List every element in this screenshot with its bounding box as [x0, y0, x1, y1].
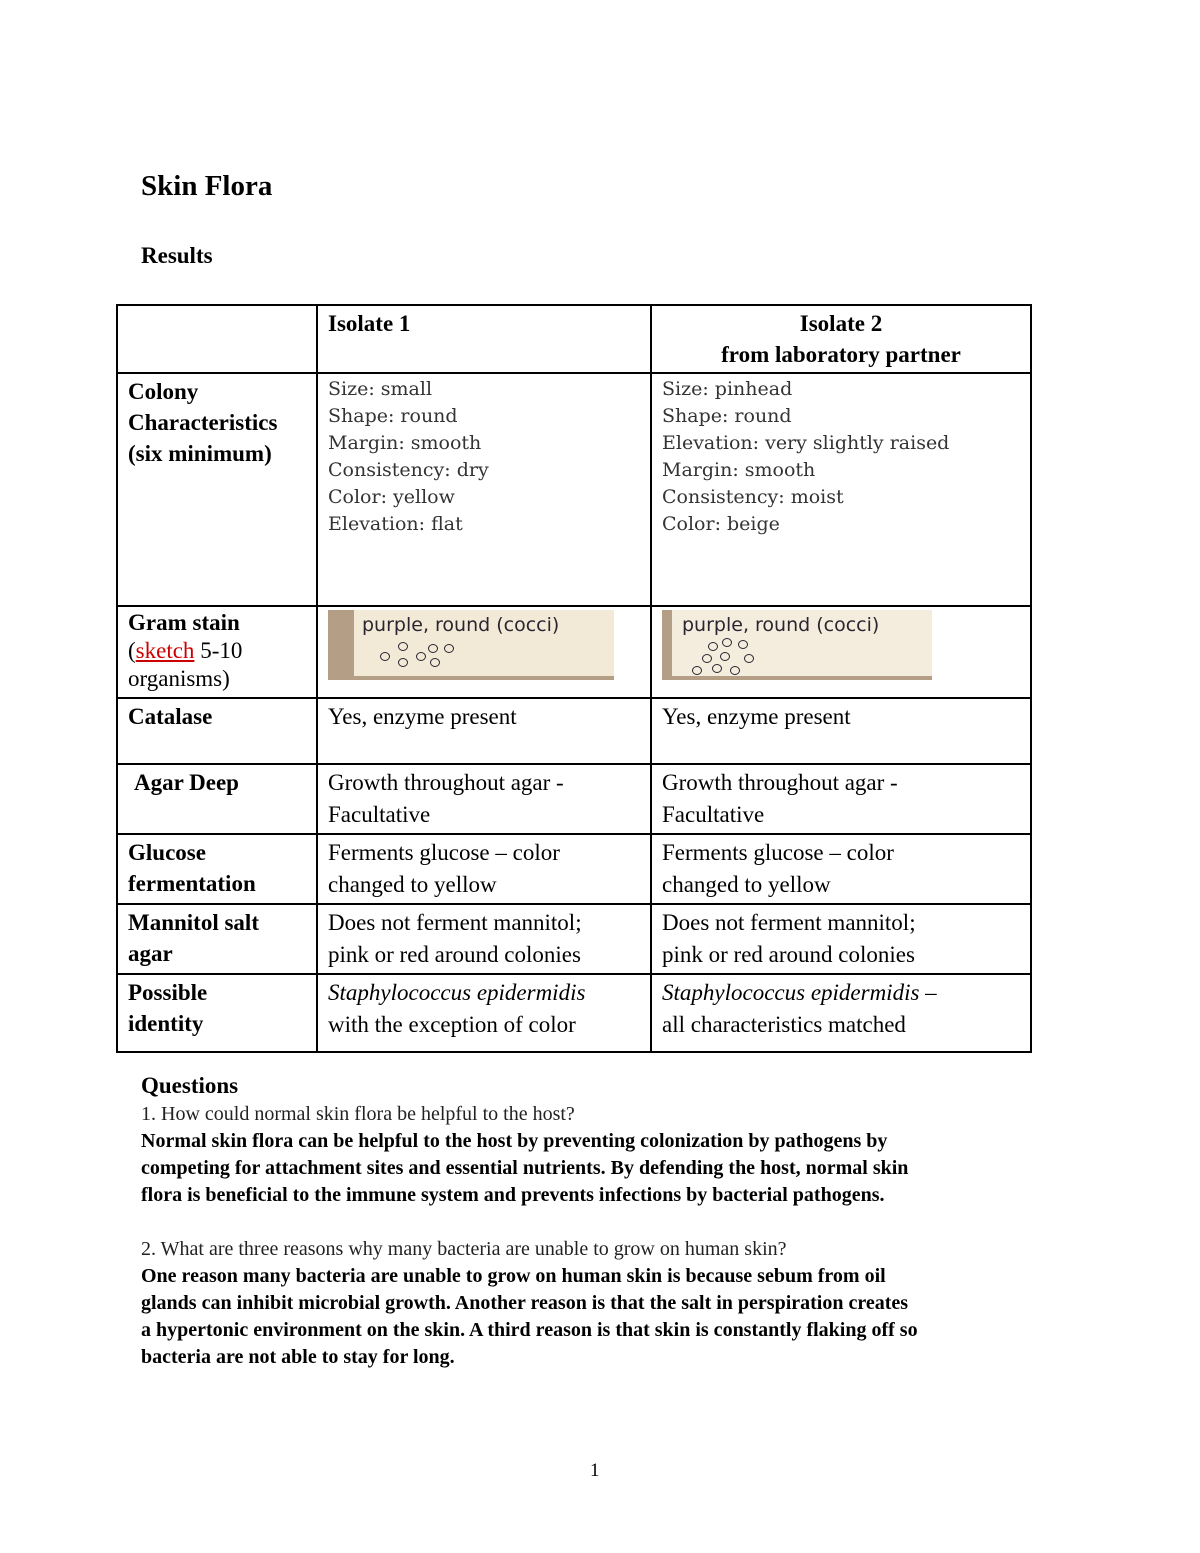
row-label-text: fermentation — [128, 871, 256, 896]
sketch-caption: purple, round (cocci) — [682, 614, 880, 636]
cell-line: Ferments glucose – color — [662, 840, 894, 865]
row-label-identity — [117, 974, 317, 1052]
colony-trait: Consistency: dry — [328, 459, 489, 481]
paren: ( — [128, 638, 136, 663]
row-label-gram — [117, 606, 317, 698]
row-label-glucose — [117, 834, 317, 904]
colony-trait: Color: beige — [662, 513, 780, 535]
answer-2-line: bacteria are not able to stay for long. — [141, 1346, 455, 1368]
identity-isolate-1 — [317, 974, 651, 1052]
species-name: Staphylococcus epidermidis — [662, 980, 920, 1005]
agar-isolate-1 — [317, 764, 651, 834]
catalase-isolate-2: Yes, enzyme present — [651, 698, 1031, 764]
coccus-dot — [430, 658, 440, 667]
answer-2-line: One reason many bacteria are unable to grow on human skin is because sebum from oil — [141, 1265, 886, 1287]
table-row-catalase — [117, 698, 1031, 764]
row-label-text: Colony — [128, 379, 199, 404]
question-1: 1. How could normal skin flora be helpful to the host? — [141, 1103, 575, 1125]
cell-line: pink or red around colonies — [328, 942, 581, 967]
coccus-dot — [380, 652, 390, 661]
cell-line: Ferments glucose – color — [328, 840, 560, 865]
cell-line: Facultative — [328, 802, 431, 827]
row-label-agar-deep: Agar Deep — [117, 764, 317, 834]
row-label-text: (six minimum) — [128, 441, 272, 466]
coccus-dot — [702, 654, 712, 663]
cell-line: all characteristics matched — [662, 1012, 906, 1037]
gram-stain-sketch-2 — [662, 610, 932, 680]
cell-line: Facultative — [662, 802, 765, 827]
row-label-text: organisms) — [128, 666, 230, 691]
colony-isolate-1 — [317, 373, 651, 606]
colony-trait: Shape: round — [662, 405, 792, 427]
cell-line: Growth throughout agar - — [328, 770, 564, 795]
coccus-dot — [712, 664, 722, 673]
colony-isolate-2 — [651, 373, 1031, 606]
coccus-dot — [708, 642, 718, 651]
agar-isolate-2 — [651, 764, 1031, 834]
sketch-caption: purple, round (cocci) — [362, 614, 560, 636]
coccus-dot — [720, 652, 730, 661]
table-row-glucose — [117, 834, 1031, 904]
colony-trait: Size: pinhead — [662, 378, 793, 400]
answer-1-line: flora is beneficial to the immune system and prevents infections by bacterial pathogens. — [141, 1184, 885, 1206]
gram-isolate-2 — [651, 606, 1031, 698]
row-label-text: Mannitol salt — [128, 910, 259, 935]
header-empty-cell — [117, 305, 317, 373]
cell-line: pink or red around colonies — [662, 942, 915, 967]
colony-trait: Color: yellow — [328, 486, 455, 508]
table-row-colony — [117, 373, 1031, 606]
cell-line: Does not ferment mannitol; — [662, 910, 916, 935]
row-label-text: Characteristics — [128, 410, 278, 435]
coccus-dot — [722, 638, 732, 647]
answer-1-line: competing for attachment sites and essential nutrients. By defending the host, normal skin — [141, 1157, 909, 1179]
header-isolate-2 — [651, 305, 1031, 373]
mannitol-isolate-2 — [651, 904, 1031, 974]
questions-heading: Questions — [141, 1073, 239, 1098]
answer-2-line: a hypertonic environment on the skin. A third reason is that skin is constantly flaking off so — [141, 1319, 918, 1341]
colony-trait: Shape: round — [328, 405, 458, 427]
coccus-dot — [444, 644, 454, 653]
coccus-dot — [428, 644, 438, 653]
glucose-isolate-1 — [317, 834, 651, 904]
colony-trait: Consistency: moist — [662, 486, 844, 508]
header-isolate-2-label: Isolate 2 — [799, 311, 883, 336]
colony-trait: Margin: smooth — [662, 459, 816, 481]
colony-trait: Size: small — [328, 378, 433, 400]
gram-stain-sketch-1 — [328, 610, 614, 680]
results-heading: Results — [141, 243, 213, 268]
coccus-dot — [738, 640, 748, 649]
row-label-text: agar — [128, 941, 173, 966]
coccus-dot — [730, 666, 740, 675]
row-label-text — [128, 637, 306, 665]
table-row-identity — [117, 974, 1031, 1052]
coccus-dot — [398, 658, 408, 667]
question-2: 2. What are three reasons why many bacteria are unable to grow on human skin? — [141, 1238, 787, 1260]
table-row-gram — [117, 606, 1031, 698]
row-label-text: Gram stain — [128, 610, 240, 635]
row-label-colony — [117, 373, 317, 606]
table-row-mannitol — [117, 904, 1031, 974]
document-title: Skin Flora — [141, 170, 273, 202]
cell-line: with the exception of color — [328, 1012, 576, 1037]
row-label-text: identity — [128, 1011, 204, 1036]
row-label-rest: 5-10 — [194, 638, 243, 663]
questions-section — [141, 1073, 1071, 1371]
sketch-link[interactable]: sketch — [135, 638, 195, 663]
page-number: 1 — [590, 1460, 600, 1481]
row-label-text: Possible — [128, 980, 208, 1005]
colony-trait: Elevation: very slightly raised — [662, 432, 950, 454]
cell-dash: – — [919, 980, 937, 1005]
species-name: Staphylococcus epidermidis — [328, 980, 586, 1005]
row-label-text: Glucose — [128, 840, 206, 865]
mannitol-isolate-1 — [317, 904, 651, 974]
glucose-isolate-2 — [651, 834, 1031, 904]
coccus-dot — [692, 666, 702, 675]
table-header-row — [117, 305, 1031, 373]
row-label-mannitol — [117, 904, 317, 974]
identity-isolate-2 — [651, 974, 1031, 1052]
results-table — [116, 304, 1032, 1053]
answer-2-line: glands can inhibit microbial growth. Another reason is that the salt in perspiration creates — [141, 1292, 909, 1314]
cell-line: changed to yellow — [662, 872, 831, 897]
row-label-catalase: Catalase — [117, 698, 317, 764]
coccus-dot — [416, 652, 426, 661]
cell-line: changed to yellow — [328, 872, 497, 897]
cell-line: Growth throughout agar - — [662, 770, 898, 795]
cell-line — [662, 977, 1020, 1009]
cell-line: Does not ferment mannitol; — [328, 910, 582, 935]
coccus-dot — [398, 642, 408, 651]
colony-trait: Elevation: flat — [328, 513, 463, 535]
header-isolate-2-sublabel: from laboratory partner — [721, 342, 961, 367]
coccus-dot — [744, 654, 754, 663]
header-isolate-1-label: Isolate 1 — [328, 311, 411, 336]
colony-trait: Margin: smooth — [328, 432, 482, 454]
answer-1-line: Normal skin flora can be helpful to the host by preventing colonization by pathogens by — [141, 1130, 888, 1152]
gram-isolate-1 — [317, 606, 651, 698]
header-isolate-1 — [317, 305, 651, 373]
table-row-agar-deep — [117, 764, 1031, 834]
catalase-isolate-1: Yes, enzyme present — [317, 698, 651, 764]
